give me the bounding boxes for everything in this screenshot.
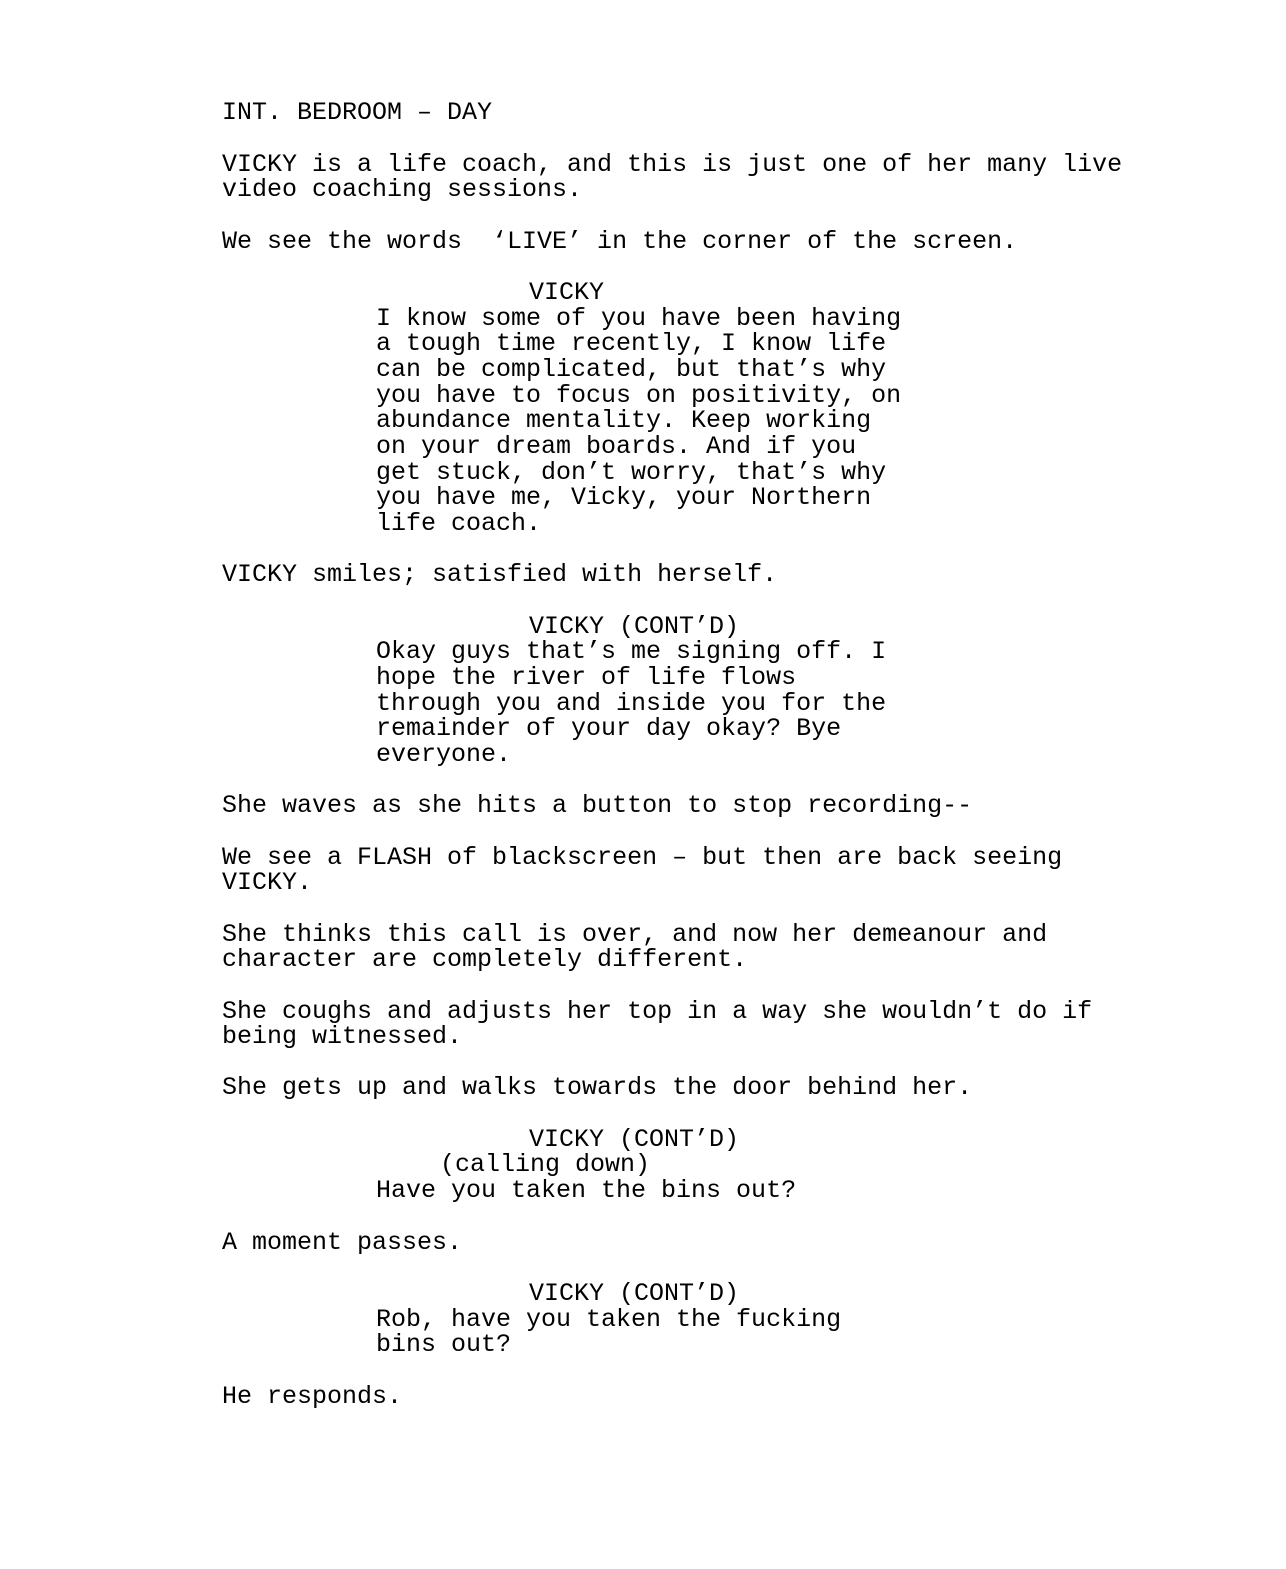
scene-heading: INT. BEDROOM – DAY <box>222 98 493 127</box>
action-line: He responds. <box>222 1382 403 1411</box>
action-line: being witnessed. <box>222 1022 463 1051</box>
dialogue-line: get stuck, don’t worry, that’s why <box>376 458 887 487</box>
character-name: VICKY <box>529 278 605 307</box>
dialogue-line: I know some of you have been having <box>376 304 902 333</box>
dialogue-line: life coach. <box>376 509 542 538</box>
character-name: VICKY (CONT’D) <box>529 1125 740 1154</box>
dialogue-line: Okay guys that’s me signing off. I <box>376 637 887 666</box>
dialogue-line: a tough time recently, I know life <box>376 329 887 358</box>
action-line: We see a FLASH of blackscreen – but then are back seeing <box>222 843 1063 872</box>
action-line: She waves as she hits a button to stop recording-- <box>222 791 973 820</box>
action-line: VICKY. <box>222 868 313 897</box>
parenthetical: (calling down) <box>440 1150 651 1179</box>
character-name: VICKY (CONT’D) <box>529 612 740 641</box>
action-line: A moment passes. <box>222 1228 463 1257</box>
dialogue-line: Have you taken the bins out? <box>376 1176 797 1205</box>
dialogue-line: on your dream boards. And if you <box>376 432 857 461</box>
action-line: She thinks this call is over, and now her demeanour and <box>222 920 1048 949</box>
dialogue-line: you have to focus on positivity, on <box>376 381 902 410</box>
action-line: VICKY smiles; satisfied with herself. <box>222 560 778 589</box>
character-name: VICKY (CONT’D) <box>529 1279 740 1308</box>
action-line: We see the words ‘LIVE’ in the corner of the screen. <box>222 227 1018 256</box>
dialogue-line: everyone. <box>376 740 512 769</box>
dialogue-line: hope the river of life flows <box>376 663 797 692</box>
action-line: She coughs and adjusts her top in a way she wouldn’t do if <box>222 997 1093 1026</box>
action-line: video coaching sessions. <box>222 175 583 204</box>
dialogue-line: you have me, Vicky, your Northern <box>376 483 872 512</box>
action-line: VICKY is a life coach, and this is just one of her many live <box>222 150 1123 179</box>
dialogue-line: remainder of your day okay? Bye <box>376 714 842 743</box>
dialogue-line: Rob, have you taken the fucking <box>376 1305 842 1334</box>
dialogue-line: through you and inside you for the <box>376 689 887 718</box>
dialogue-line: abundance mentality. Keep working <box>376 406 872 435</box>
action-line: character are completely different. <box>222 945 748 974</box>
action-line: She gets up and walks towards the door behind her. <box>222 1073 973 1102</box>
dialogue-line: can be complicated, but that’s why <box>376 355 887 384</box>
dialogue-line: bins out? <box>376 1330 512 1359</box>
